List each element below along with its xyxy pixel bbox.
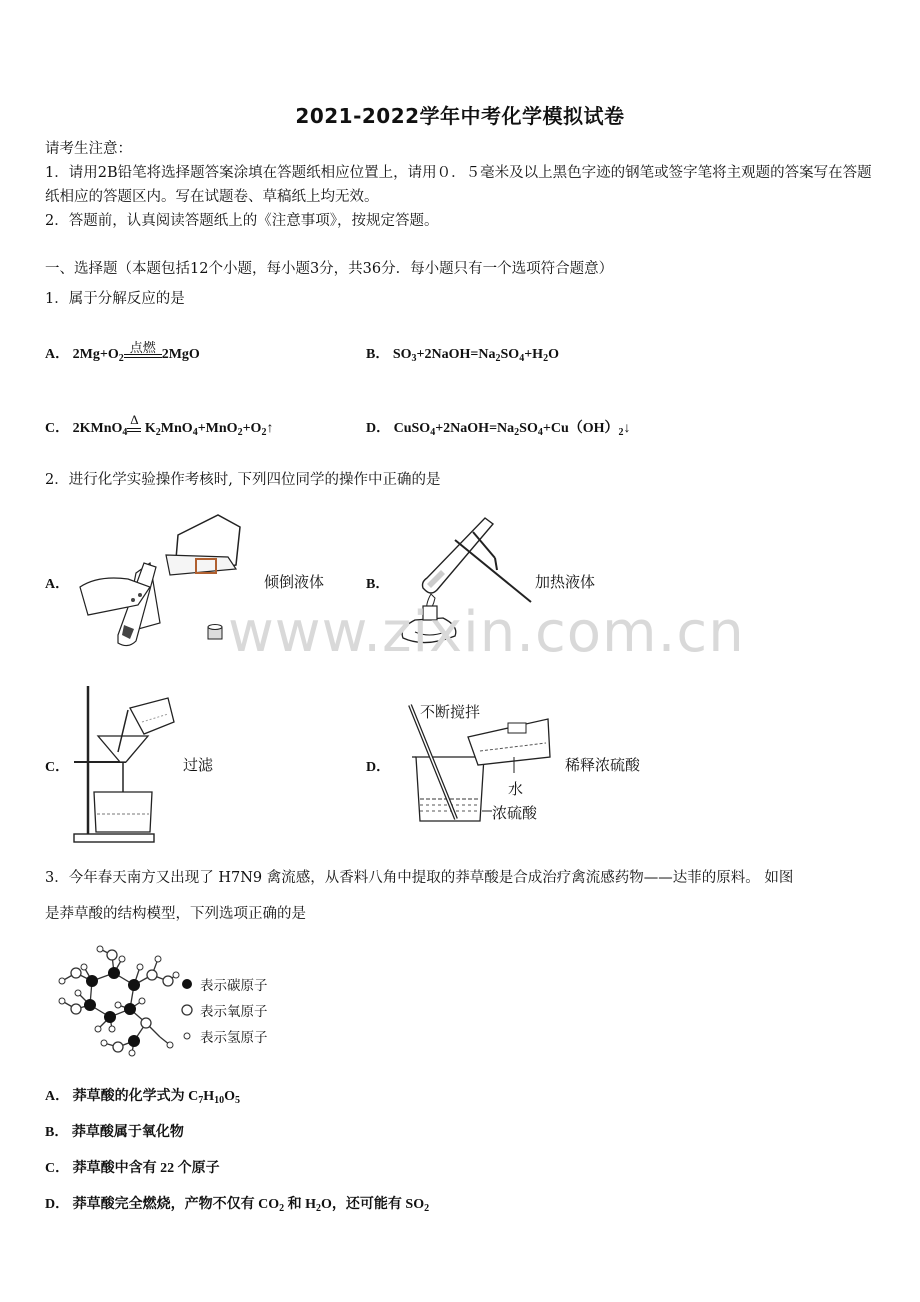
d-figure-water-label: 水 [508,780,524,798]
q2-option-c-label[interactable]: C． [45,760,70,775]
oxygen-legend-icon [182,1005,192,1015]
q1-option-c[interactable]: C． 2KMnO$_4$ Δ $K_2MnO_4+MnO_2+O_2↑$ [45,412,274,438]
q3-option-a-text: 莽草酸的化学式为 [72,1089,185,1104]
d-figure-stir-label: 不断搅拌 [420,703,481,721]
q2-stem: 2．进行化学实验操作考核时, 下列四位同学的操作中正确的是 [45,472,441,488]
d-figure-acid-label: 浓硫酸 [492,804,538,822]
q1-option-a[interactable]: A． $2Mg+O_2$ 点燃 2MgO [45,343,200,363]
q2-option-c-text: 过滤 [183,756,214,774]
q3-option-c[interactable] [45,1157,220,1177]
q3-option-b[interactable] [45,1121,184,1141]
carbon-legend-icon [182,979,192,989]
legend-hydrogen: 表示氢原子 [200,1030,268,1046]
notice-item-2: 2．答题前，认真阅读答题纸上的《注意事项》，按规定答题。 [45,213,439,229]
q1-option-b[interactable]: B． $SO_3+2NaOH=Na_2SO_4+H_2O$ [366,347,559,364]
q1-option-d[interactable]: D． $CuSO_4+2NaOH=Na_2SO_4+Cu(OH)_2↓$ [366,421,631,438]
q2-option-d-text: 稀释浓硫酸 [565,756,641,774]
q1-c-condition: Δ [130,412,139,427]
q2-option-a-label[interactable]: A． [45,577,70,592]
q3-option-d[interactable]: D． 莽草酸完全燃烧，产物不仅有 $CO_2$ 和 $H_2O$，还可能有 $SO_2$ [45,1197,430,1214]
q3-option-d-label: D． [45,1197,70,1212]
q2-option-b-text: 加热液体 [535,573,596,591]
watermark: www.zixin.com.cn [228,600,745,665]
q2-option-d-label[interactable]: D． [366,760,391,775]
q3-option-b-label: B． [45,1125,69,1140]
hydrogen-legend-icon [184,1033,190,1039]
q1-option-a-label: A． [45,347,70,362]
q2-option-a-text: 倾倒液体 [264,573,325,591]
notice-heading: 请考生注意： [45,141,132,157]
q3-option-b-text: 莽草酸属于氧化物 [71,1125,184,1140]
legend-carbon: 表示碳原子 [200,978,268,994]
notice-item-1: 1．请用2B铅笔将选择题答案涂填在答题纸相应位置上，请用０．５毫米及以上黑色字迹的钢笔或签字笔将主观题的答案写在答题纸相应的答题区内。写在试题卷、草稿纸上均无效。 [45,165,872,205]
section-heading: 一、选择题（本题包括12个小题，每小题3分，共36分．每小题只有一个选项符合题意） [45,261,614,277]
q3-option-a[interactable]: A． 莽草酸的化学式为 $C_7H_{10}O_5$ [45,1089,241,1106]
filtration-figure [70,682,182,848]
q1-option-c-label: C． [45,421,70,436]
q2-option-b-label[interactable]: B． [366,577,390,592]
q3-option-d-text: 莽草酸完全燃烧，产物不仅有 [72,1197,255,1212]
q1-option-b-label: B． [366,347,390,362]
q3-stem-line-2: 是莽草酸的结构模型，下列选项正确的是 [45,906,306,922]
legend-oxygen: 表示氧原子 [200,1004,268,1020]
q3-option-c-label: C． [45,1161,70,1176]
q3-option-a-label: A． [45,1089,70,1104]
q3-option-c-text: 莽草酸中含有 22 个原子 [72,1161,220,1176]
page-title: 2021-2022学年中考化学模拟试卷 [295,104,625,128]
q3-stem-line-1: 3．今年春天南方又出现了 H7N9 禽流感，从香料八角中提取的莽草酸是合成治疗禽流感药物——达菲的原料。 如图 [45,870,794,886]
q1-option-d-label: D． [366,421,391,436]
q1-a-condition: 点燃 [129,340,156,355]
q1-stem: 1．属于分解反应的是 [45,291,185,307]
